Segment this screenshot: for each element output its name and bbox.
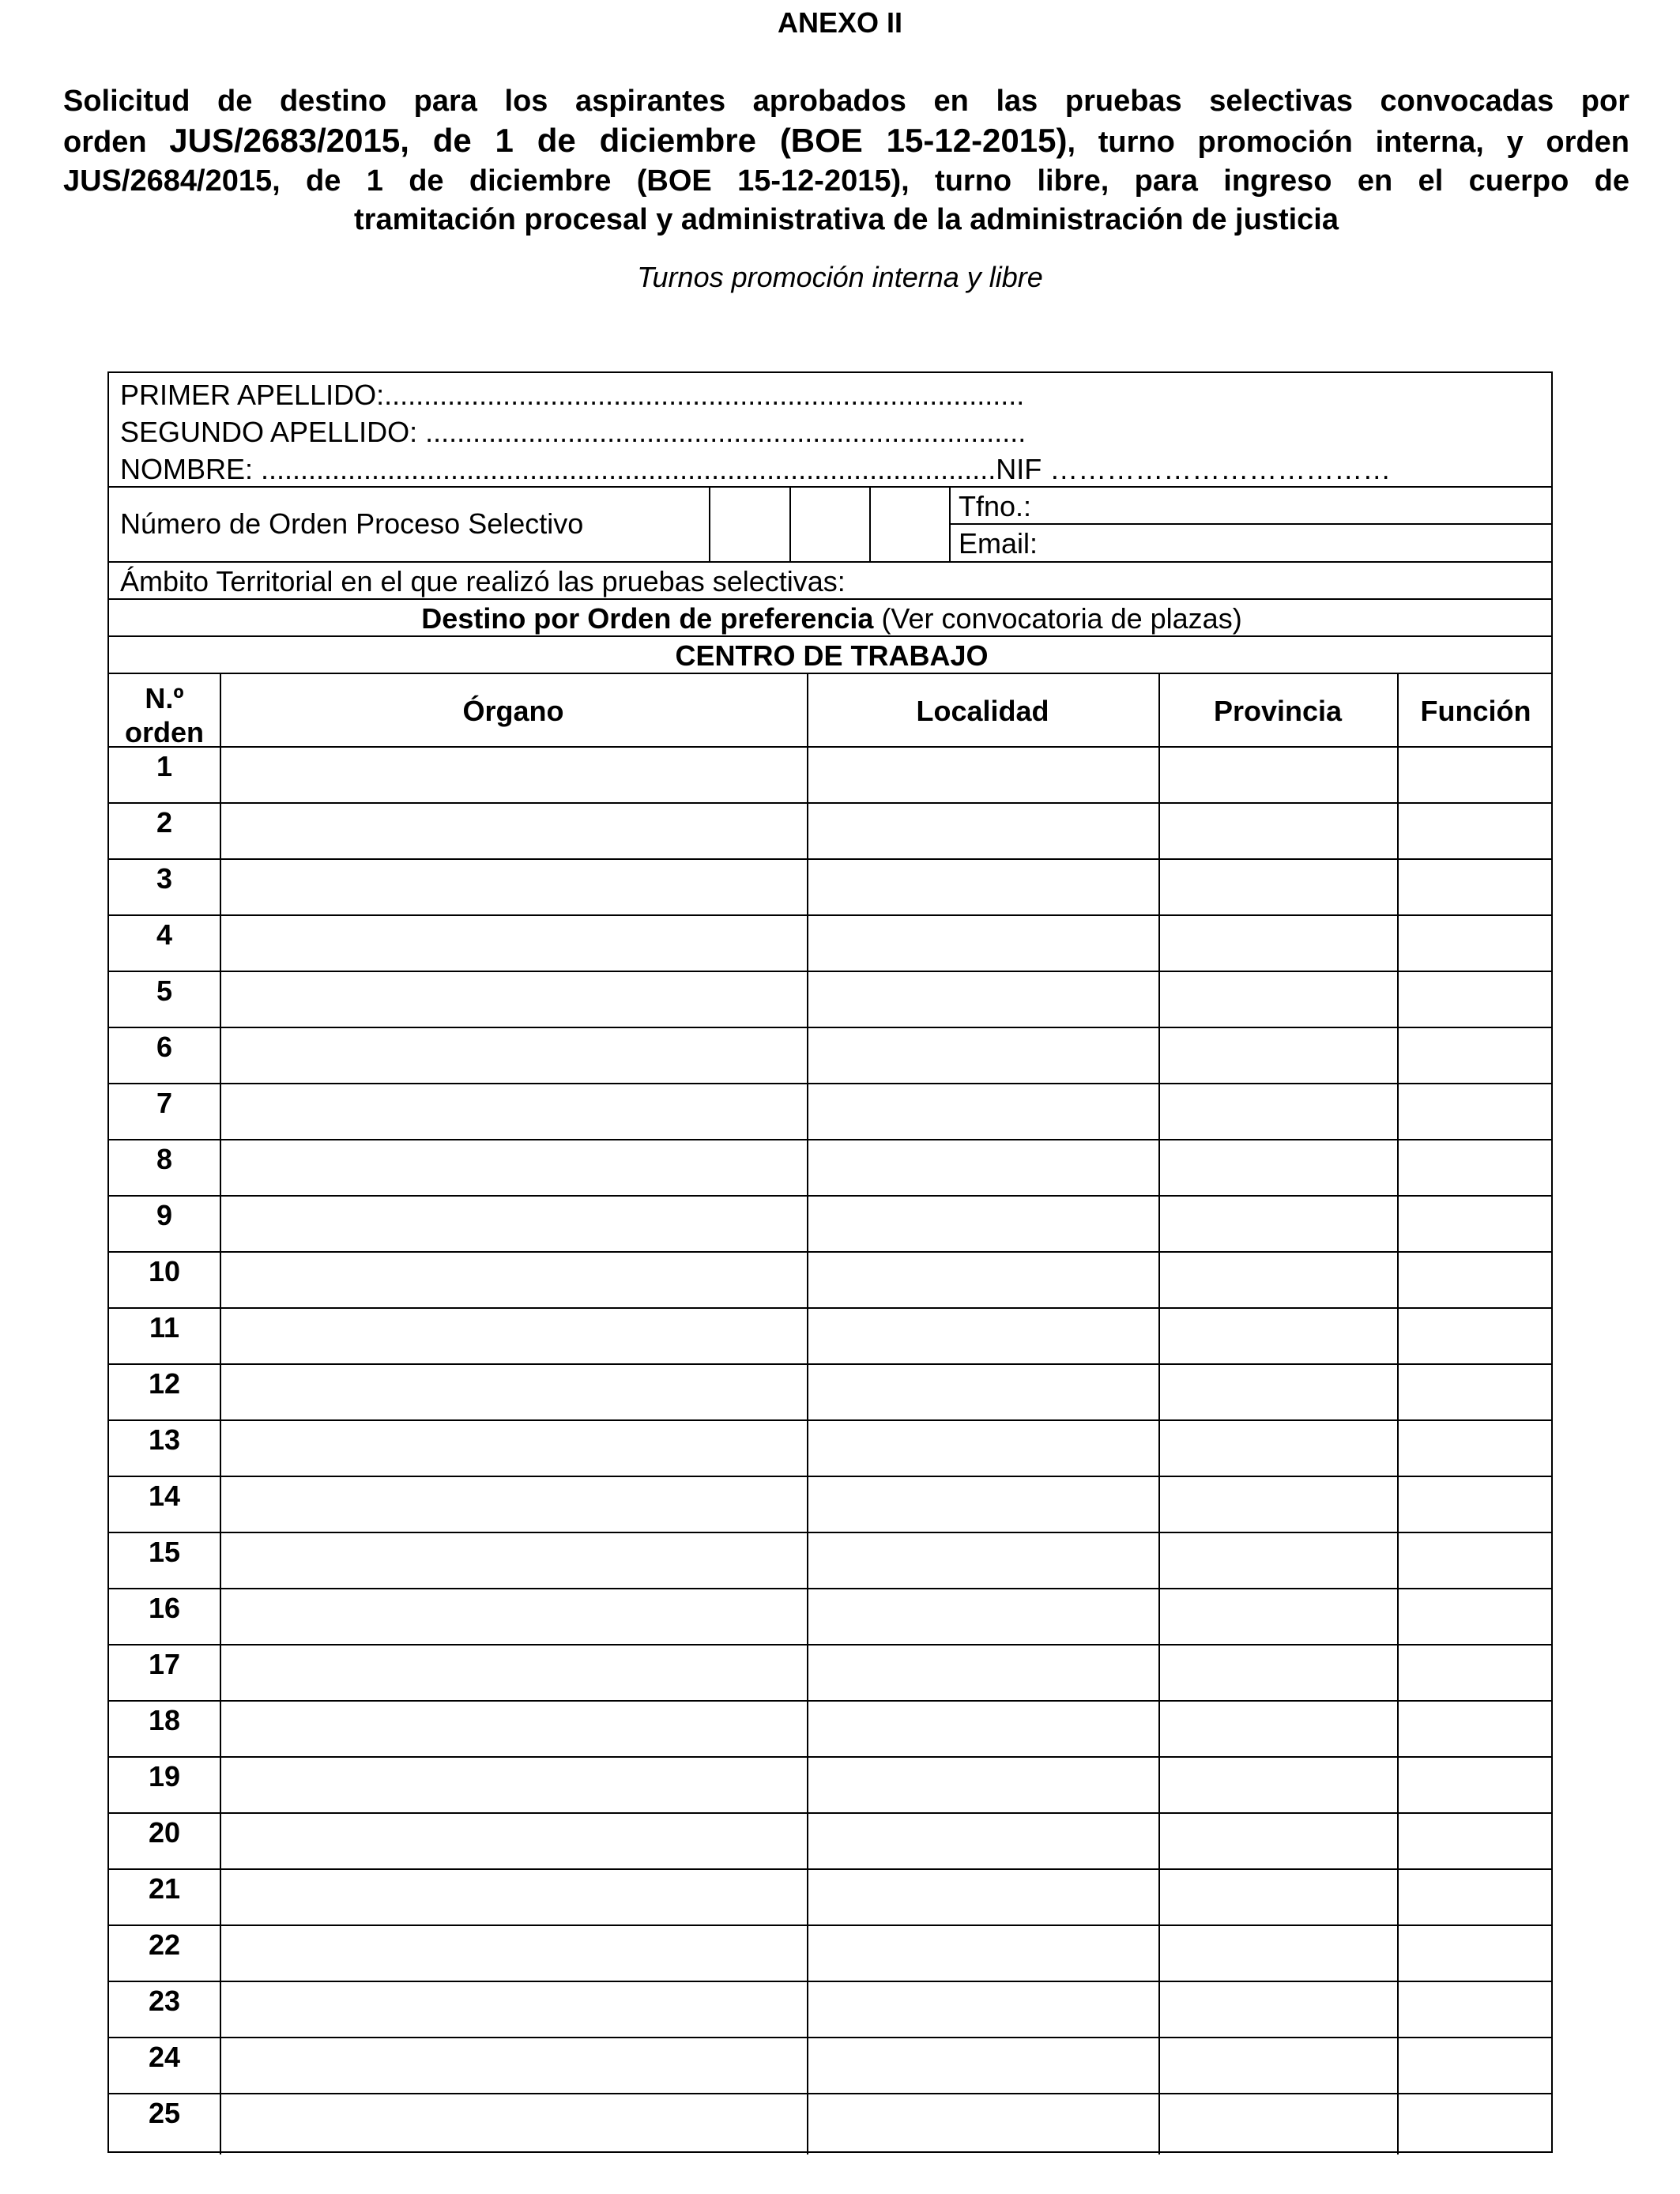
organo-cell[interactable] bbox=[221, 748, 807, 802]
localidad-cell[interactable] bbox=[808, 1253, 1158, 1307]
tfno-field[interactable]: Tfno.: bbox=[959, 490, 1032, 522]
header-organo: Órgano bbox=[462, 695, 564, 727]
divider bbox=[109, 598, 1551, 600]
heading-line-4: tramitación procesal y administrativa de la administración de justicia bbox=[354, 203, 1339, 236]
provincia-cell[interactable] bbox=[1160, 1365, 1397, 1419]
provincia-cell[interactable] bbox=[1160, 1309, 1397, 1363]
primer-apellido-field[interactable]: PRIMER APELLIDO:................................................................................. bbox=[120, 379, 1025, 411]
localidad-cell[interactable] bbox=[808, 1589, 1158, 1644]
funcion-cell[interactable] bbox=[1399, 1646, 1554, 1700]
destino-preferencia-label bbox=[109, 602, 1554, 635]
localidad-cell[interactable] bbox=[808, 2094, 1158, 2149]
numero-orden-label: Número de Orden Proceso Selectivo bbox=[120, 507, 584, 540]
funcion-cell[interactable] bbox=[1399, 1309, 1554, 1363]
funcion-cell[interactable] bbox=[1399, 1982, 1554, 2037]
email-field[interactable]: Email: bbox=[959, 527, 1038, 560]
localidad-cell[interactable] bbox=[808, 2038, 1158, 2093]
funcion-cell[interactable] bbox=[1399, 1421, 1554, 1476]
provincia-cell[interactable] bbox=[1160, 1926, 1397, 1981]
header-provincia: Provincia bbox=[1213, 695, 1343, 727]
funcion-cell[interactable] bbox=[1399, 1926, 1554, 1981]
localidad-cell[interactable] bbox=[808, 972, 1158, 1027]
organo-cell[interactable] bbox=[221, 1982, 807, 2037]
row-number: 1 bbox=[156, 750, 173, 782]
row-number: 21 bbox=[148, 1872, 181, 1905]
centro-trabajo-label: CENTRO DE TRABAJO bbox=[675, 639, 989, 672]
heading-line-3: JUS/2684/2015, de 1 de diciembre (BOE 15-12-2015), turno libre, para ingreso en el cuerpo de bbox=[63, 164, 1629, 198]
localidad-cell[interactable] bbox=[808, 1309, 1158, 1363]
organo-cell[interactable] bbox=[221, 916, 807, 971]
divider bbox=[109, 561, 1551, 563]
localidad-cell[interactable] bbox=[808, 1814, 1158, 1868]
provincia-cell[interactable] bbox=[1160, 972, 1397, 1027]
provincia-cell[interactable] bbox=[1160, 1646, 1397, 1700]
heading-line-2 bbox=[63, 121, 1629, 162]
row-number: 10 bbox=[148, 1255, 181, 1287]
funcion-cell[interactable] bbox=[1399, 1702, 1554, 1756]
segundo-apellido-field[interactable]: SEGUNDO APELLIDO: ............................................................................ bbox=[120, 416, 1026, 448]
localidad-cell[interactable] bbox=[808, 916, 1158, 971]
header-localidad: Localidad bbox=[916, 695, 1049, 727]
provincia-cell[interactable] bbox=[1160, 1197, 1397, 1251]
row-number: 9 bbox=[156, 1199, 173, 1231]
organo-cell[interactable] bbox=[221, 1814, 807, 1868]
row-number: 23 bbox=[148, 1985, 181, 2017]
organo-cell[interactable] bbox=[221, 1589, 807, 1644]
localidad-cell[interactable] bbox=[808, 1028, 1158, 1083]
organo-cell[interactable] bbox=[221, 1140, 807, 1195]
heading-line-2-post: , turno promoción interna, y orden bbox=[1067, 126, 1629, 159]
funcion-cell[interactable] bbox=[1399, 1870, 1554, 1924]
localidad-cell[interactable] bbox=[808, 1140, 1158, 1195]
funcion-cell[interactable] bbox=[1399, 972, 1554, 1027]
numero-orden-box-3[interactable] bbox=[871, 488, 948, 561]
provincia-cell[interactable] bbox=[1160, 1758, 1397, 1812]
localidad-cell[interactable] bbox=[808, 804, 1158, 858]
organo-cell[interactable] bbox=[221, 1028, 807, 1083]
funcion-cell[interactable] bbox=[1399, 2094, 1554, 2149]
row-number: 22 bbox=[148, 1928, 181, 1961]
provincia-cell[interactable] bbox=[1160, 1982, 1397, 2037]
localidad-cell[interactable] bbox=[808, 1197, 1158, 1251]
row-number: 11 bbox=[149, 1311, 180, 1344]
organo-cell[interactable] bbox=[221, 1253, 807, 1307]
localidad-cell[interactable] bbox=[808, 860, 1158, 914]
nombre-nif-field[interactable]: NOMBRE: .............................................................................................NIF ……………………………… bbox=[120, 453, 1392, 485]
divider bbox=[109, 635, 1551, 637]
header-orden-line-1: N.º bbox=[145, 682, 184, 714]
localidad-cell[interactable] bbox=[808, 1982, 1158, 2037]
organo-cell[interactable] bbox=[221, 1533, 807, 1588]
provincia-cell[interactable] bbox=[1160, 916, 1397, 971]
provincia-cell[interactable] bbox=[1160, 860, 1397, 914]
funcion-cell[interactable] bbox=[1399, 748, 1554, 802]
provincia-cell[interactable] bbox=[1160, 804, 1397, 858]
funcion-cell[interactable] bbox=[1399, 1365, 1554, 1419]
provincia-cell[interactable] bbox=[1160, 1028, 1397, 1083]
provincia-cell[interactable] bbox=[1160, 1589, 1397, 1644]
provincia-cell[interactable] bbox=[1160, 1870, 1397, 1924]
funcion-cell[interactable] bbox=[1399, 916, 1554, 971]
row-number: 20 bbox=[148, 1816, 181, 1849]
header-funcion: Función bbox=[1420, 695, 1531, 727]
numero-orden-box-2[interactable] bbox=[791, 488, 868, 561]
funcion-cell[interactable] bbox=[1399, 1028, 1554, 1083]
row-number: 17 bbox=[148, 1648, 181, 1680]
organo-cell[interactable] bbox=[221, 804, 807, 858]
heading-line-1: Solicitud de destino para los aspirantes aprobados en las pruebas selectivas convocadas por bbox=[63, 85, 1629, 118]
destino-note-label: (Ver convocatoria de plazas) bbox=[873, 602, 1242, 635]
divider bbox=[109, 673, 1551, 674]
row-number: 7 bbox=[156, 1087, 173, 1119]
numero-orden-box-1[interactable] bbox=[710, 488, 789, 561]
provincia-cell[interactable] bbox=[1160, 1533, 1397, 1588]
heading-line-2-pre: orden bbox=[63, 126, 170, 159]
funcion-cell[interactable] bbox=[1399, 1253, 1554, 1307]
organo-cell[interactable] bbox=[221, 1197, 807, 1251]
funcion-cell[interactable] bbox=[1399, 2038, 1554, 2093]
document-subtitle: Turnos promoción interna y libre bbox=[637, 261, 1043, 293]
funcion-cell[interactable] bbox=[1399, 1758, 1554, 1812]
organo-cell[interactable] bbox=[221, 2038, 807, 2093]
provincia-cell[interactable] bbox=[1160, 1084, 1397, 1139]
document-heading bbox=[63, 82, 1629, 239]
row-number: 4 bbox=[156, 918, 173, 951]
funcion-cell[interactable] bbox=[1399, 1589, 1554, 1644]
provincia-cell[interactable] bbox=[1160, 748, 1397, 802]
funcion-cell[interactable] bbox=[1399, 1814, 1554, 1868]
application-form bbox=[107, 371, 1553, 2153]
provincia-cell[interactable] bbox=[1160, 2094, 1397, 2149]
provincia-cell[interactable] bbox=[1160, 1702, 1397, 1756]
localidad-cell[interactable] bbox=[808, 1365, 1158, 1419]
organo-cell[interactable] bbox=[221, 1421, 807, 1476]
funcion-cell[interactable] bbox=[1399, 804, 1554, 858]
heading-line-2-order: JUS/2683/2015, de 1 de diciembre (BOE 15-12-2015) bbox=[169, 122, 1068, 159]
destino-bold-label: Destino por Orden de preferencia bbox=[421, 602, 874, 635]
funcion-cell[interactable] bbox=[1399, 1084, 1554, 1139]
organo-cell[interactable] bbox=[221, 860, 807, 914]
localidad-cell[interactable] bbox=[808, 1421, 1158, 1476]
row-number: 19 bbox=[148, 1760, 181, 1793]
row-number: 18 bbox=[148, 1704, 181, 1736]
localidad-cell[interactable] bbox=[808, 1477, 1158, 1532]
divider bbox=[949, 523, 1551, 525]
funcion-cell[interactable] bbox=[1399, 1140, 1554, 1195]
organo-cell[interactable] bbox=[221, 1477, 807, 1532]
organo-cell[interactable] bbox=[221, 1309, 807, 1363]
annex-title: ANEXO II bbox=[777, 6, 903, 39]
provincia-cell[interactable] bbox=[1160, 2038, 1397, 2093]
row-number: 8 bbox=[156, 1143, 173, 1175]
funcion-cell[interactable] bbox=[1399, 1197, 1554, 1251]
localidad-cell[interactable] bbox=[808, 1870, 1158, 1924]
provincia-cell[interactable] bbox=[1160, 1477, 1397, 1532]
row-number: 12 bbox=[148, 1367, 181, 1400]
localidad-cell[interactable] bbox=[808, 1702, 1158, 1756]
organo-cell[interactable] bbox=[221, 1646, 807, 1700]
funcion-cell[interactable] bbox=[1399, 1533, 1554, 1588]
localidad-cell[interactable] bbox=[808, 1758, 1158, 1812]
localidad-cell[interactable] bbox=[808, 748, 1158, 802]
row-number: 3 bbox=[156, 862, 173, 895]
row-number: 16 bbox=[148, 1592, 181, 1624]
row-number: 14 bbox=[148, 1480, 181, 1512]
row-number: 24 bbox=[148, 2041, 181, 2073]
provincia-cell[interactable] bbox=[1160, 1814, 1397, 1868]
organo-cell[interactable] bbox=[221, 1365, 807, 1419]
organo-cell[interactable] bbox=[221, 972, 807, 1027]
organo-cell[interactable] bbox=[221, 1758, 807, 1812]
localidad-cell[interactable] bbox=[808, 1926, 1158, 1981]
organo-cell[interactable] bbox=[221, 1084, 807, 1139]
row-number: 5 bbox=[156, 974, 173, 1007]
row-number: 2 bbox=[156, 806, 173, 839]
header-orden bbox=[109, 681, 220, 749]
organo-cell[interactable] bbox=[221, 1702, 807, 1756]
row-number: 13 bbox=[148, 1423, 181, 1456]
localidad-cell[interactable] bbox=[808, 1646, 1158, 1700]
organo-cell[interactable] bbox=[221, 1870, 807, 1924]
organo-cell[interactable] bbox=[221, 2094, 807, 2149]
row-number: 15 bbox=[148, 1536, 181, 1568]
localidad-cell[interactable] bbox=[808, 1084, 1158, 1139]
localidad-cell[interactable] bbox=[808, 1533, 1158, 1588]
ambito-territorial-field[interactable]: Ámbito Territorial en el que realizó las pruebas selectivas: bbox=[120, 565, 846, 598]
provincia-cell[interactable] bbox=[1160, 1421, 1397, 1476]
funcion-cell[interactable] bbox=[1399, 1477, 1554, 1532]
header-orden-line-2: orden bbox=[124, 716, 204, 748]
provincia-cell[interactable] bbox=[1160, 1253, 1397, 1307]
row-number: 6 bbox=[156, 1031, 173, 1063]
organo-cell[interactable] bbox=[221, 1926, 807, 1981]
funcion-cell[interactable] bbox=[1399, 860, 1554, 914]
row-number: 25 bbox=[148, 2097, 181, 2129]
provincia-cell[interactable] bbox=[1160, 1140, 1397, 1195]
